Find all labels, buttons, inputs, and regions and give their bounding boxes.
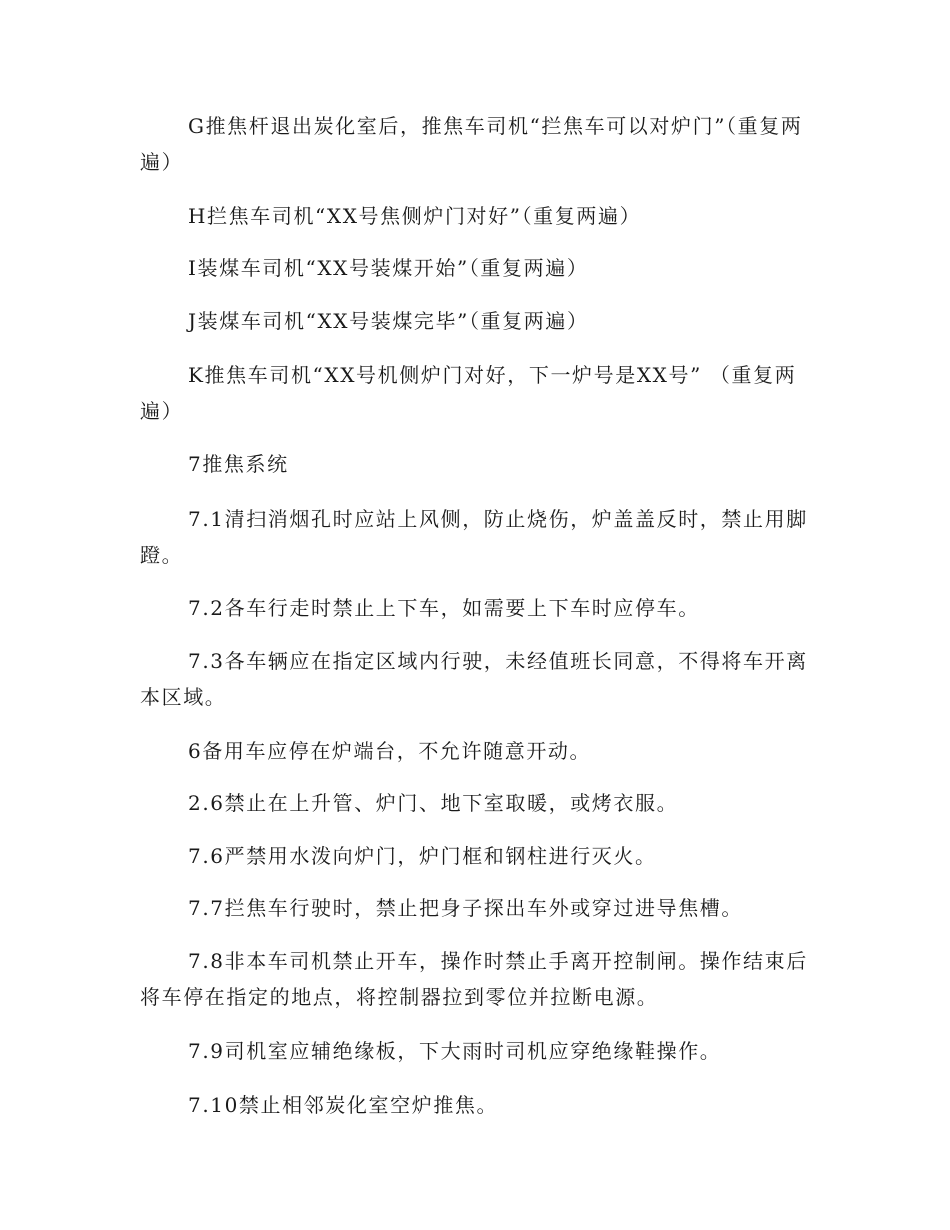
paragraph-7-2: 7.2各车行走时禁止上下车，如需要上下车时应停车。 — [188, 596, 700, 620]
paragraph-step-j: J装煤车司机“XX号装煤完毕”（重复两遍） — [188, 309, 589, 333]
paragraph-step-k: K推焦车司机“XX号机侧炉门对好，下一炉号是XX号” （重复两遍） — [140, 363, 797, 423]
paragraph-7-9: 7.9司机室应辅绝缘板，下大雨时司机应穿绝缘鞋操作。 — [188, 1039, 722, 1063]
paragraph-2-6: 2.6禁止在上升管、炉门、地下室取暖，或烤衣服。 — [188, 791, 679, 815]
paragraph-7-8: 7.8非本车司机禁止开车，操作时禁止手离开控制闸。操作结束后将车停在指定的地点，将控制器拉到零位并拉断电源。 — [140, 949, 808, 1009]
paragraph-7-1: 7.1清扫消烟孔时应站上风侧，防止烧伤，炉盖盖反时，禁止用脚蹬。 — [140, 507, 808, 567]
paragraph-7-10: 7.10禁止相邻炭化室空炉推焦。 — [188, 1093, 499, 1117]
paragraph-6: 6备用车应停在炉端台，不允许随意开动。 — [188, 739, 592, 763]
paragraph-step-g: G推焦杆退出炭化室后，推焦车司机“拦焦车可以对炉门”（重复两遍） — [140, 114, 803, 174]
paragraph-7-3: 7.3各车辆应在指定区域内行驶，未经值班长同意，不得将车开离本区域。 — [140, 649, 808, 709]
paragraph-step-i: I装煤车司机“XX号装煤开始”（重复两遍） — [188, 256, 589, 280]
section-heading: 7推焦系统 — [188, 452, 289, 476]
paragraph-7-6: 7.6严禁用水泼向炉门，炉门框和钢柱进行灭火。 — [188, 844, 657, 868]
paragraph-step-h: H拦焦车司机“XX号焦侧炉门对好”（重复两遍） — [188, 204, 642, 228]
paragraph-7-7: 7.7拦焦车行驶时，禁止把身子探出车外或穿过进导焦槽。 — [188, 896, 744, 920]
